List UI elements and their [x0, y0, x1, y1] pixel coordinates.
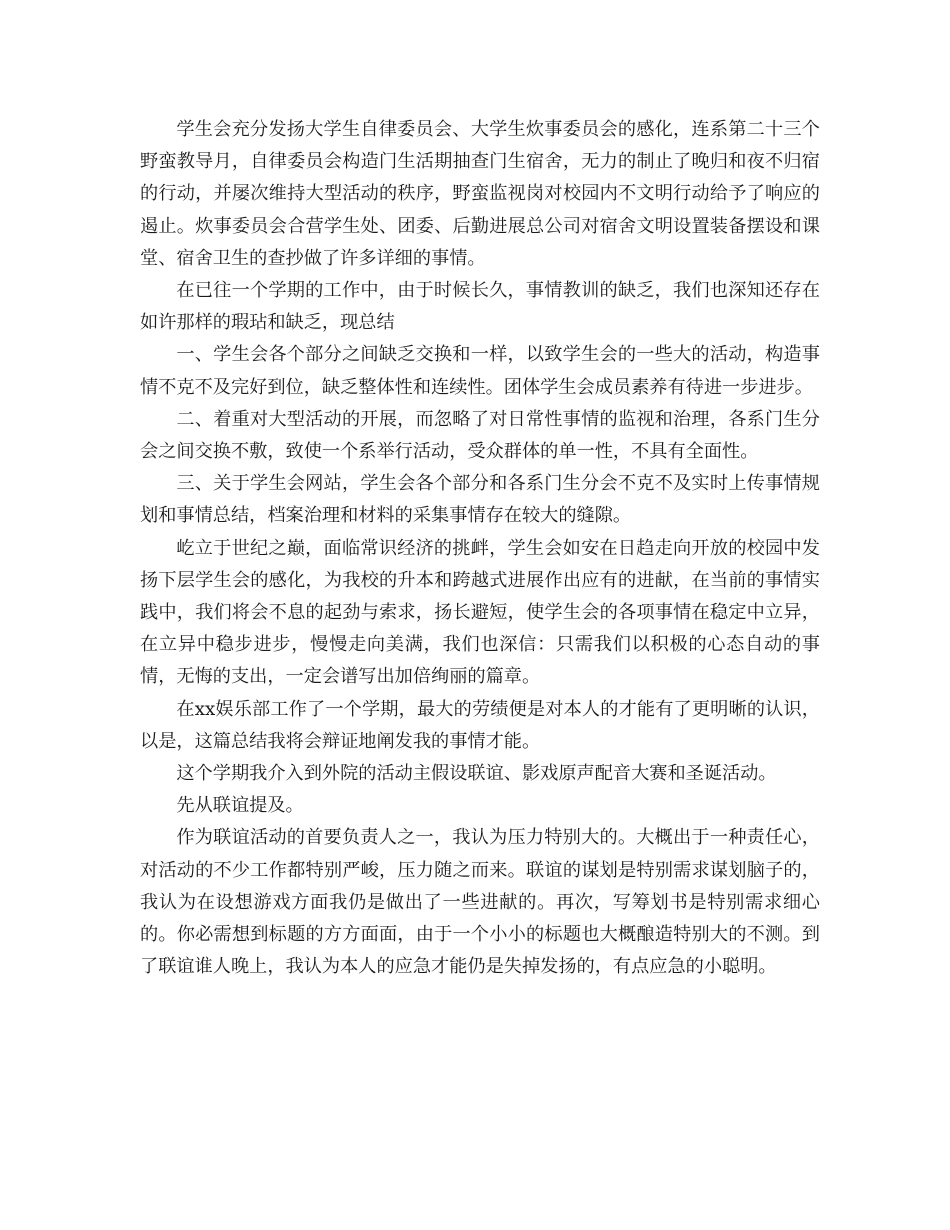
paragraph-summary-intro: 在已往一个学期的工作中，由于时候长久，事情教训的缺乏，我们也深知还存在如许那样的瑕玷和缺乏，现总结 [140, 280, 820, 334]
paragraph-party-start: 先从联谊提及。 [176, 795, 304, 817]
paragraph-party-detail: 作为联谊活动的首要负责人之一，我认为压力特别大的。大概出于一种责任心，对活动的不少工作都特别严峻，压力随之而来。联谊的谋划是特别需求谋划脑子的，我认为在设想游戏方面我仍是做出了一些进献的。再次，写筹划书是特别需求细心的。你必需想到标题的方方面面，由于一个小小的标题也大概酿造特别大的不测。到了联谊谁人晚上，我认为本人的应急才能仍是失掉发扬的，有点应急的小聪明。 [140, 827, 820, 978]
paragraph-point-three: 三、关于学生会网站，学生会各个部分和各系门生分会不克不及实时上传事情规划和事情总结，档案治理和材料的采集事情存在较大的缝隙。 [140, 473, 820, 527]
paragraph-outlook: 屹立于世纪之巅，面临常识经济的挑衅，学生会如安在日趋走向开放的校园中发扬下层学生会的感化，为我校的升本和跨越式进展作出应有的进献，在当前的事情实践中，我们将会不息的起劲与索求，扬长避短，使学生会的各项事情在稳定中立异，在立异中稳步进步，慢慢走向美满，我们也深信：只需我们以积极的心态自动的事情，无悔的支出，一定会谱写出加倍绚丽的篇章。 [140, 537, 820, 688]
document-body [140, 114, 820, 983]
paragraph-entertainment-dept: 在xx娱乐部工作了一个学期，最大的劳绩便是对本人的才能有了更明晰的认识，以是，这篇总结我将会辩证地阐发我的事情才能。 [140, 698, 820, 752]
paragraph-point-two: 二、着重对大型活动的开展，而忽略了对日常性事情的监视和治理，各系门生分会之间交换不敷，致使一个系举行活动，受众群体的单一性，不具有全面性。 [140, 408, 820, 463]
paragraph-point-one: 一、学生会各个部分之间缺乏交换和一样，以致学生会的一些大的活动，构造事情不克不及完好到位，缺乏整体性和连续性。团体学生会成员素养有待进一步进步。 [140, 344, 820, 398]
paragraph-student-union-role: 学生会充分发扬大学生自律委员会、大学生炊事委员会的感化，连系第二十三个野蛮教导月，自律委员会构造门生活期抽查门生宿舍，无力的制止了晚归和夜不归宿的行动，并屡次维持大型活动的秩序，野蛮监视岗对校园内不文明行动给予了响应的遏止。炊事委员会合营学生处、团委、后勤进展总公司对宿舍文明设置装备摆设和课堂、宿舍卫生的查抄做了许多详细的事情。 [140, 119, 820, 269]
paragraph-activities: 这个学期我介入到外院的活动主假设联谊、影戏原声配音大赛和圣诞活动。 [176, 763, 777, 785]
